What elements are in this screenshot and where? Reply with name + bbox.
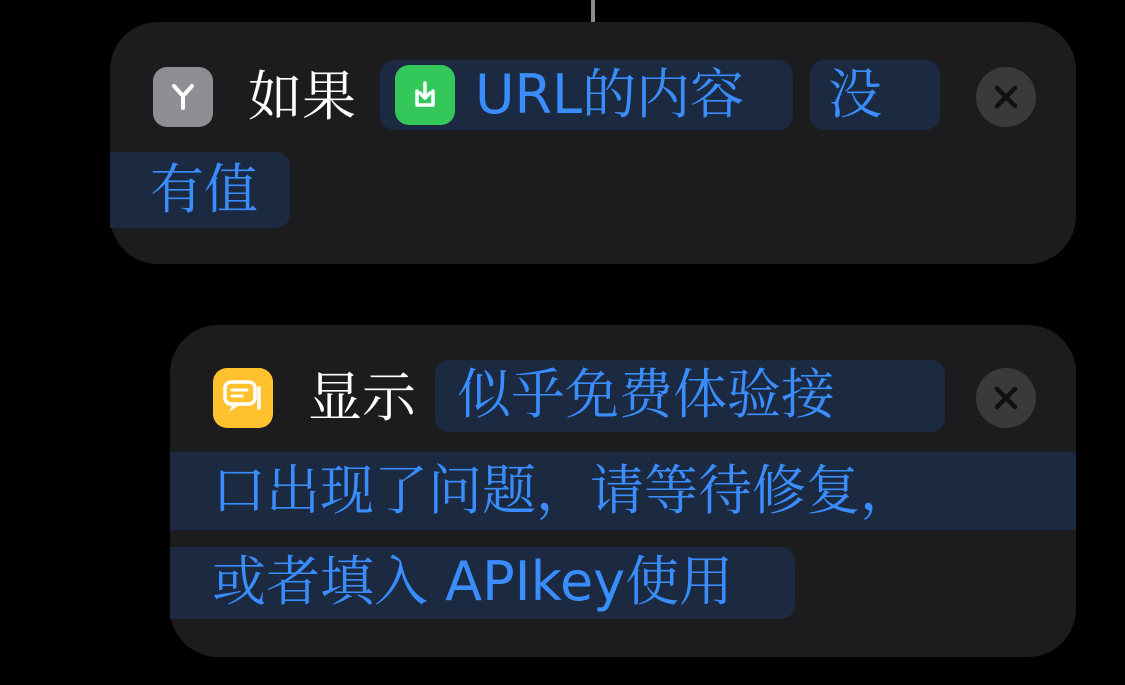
download-icon (395, 65, 455, 125)
close-icon (992, 83, 1020, 111)
url-contents-variable[interactable] (380, 60, 793, 130)
alert-bubble-icon (213, 368, 273, 428)
if-label: 如果 (248, 65, 356, 128)
show-action-card[interactable] (170, 325, 1076, 657)
url-contents-label: URL的内容 (475, 63, 745, 126)
show-remove-button[interactable] (976, 368, 1036, 428)
condition-token-line1[interactable]: 没 (810, 60, 940, 130)
if-action-card[interactable] (110, 22, 1076, 264)
close-icon (992, 384, 1020, 412)
message-token-line2[interactable]: 口出现了问题，请等待修复， (170, 452, 1076, 530)
message-token-line1[interactable]: 似乎免费体验接 (435, 360, 945, 432)
condition-token-line2[interactable]: 有值 (110, 152, 290, 228)
show-label: 显示 (308, 366, 416, 429)
flow-connector-line (591, 0, 595, 22)
if-remove-button[interactable] (976, 67, 1036, 127)
message-token-line3[interactable]: 或者填入 APIkey使用 (170, 547, 795, 619)
branch-icon (153, 67, 213, 127)
